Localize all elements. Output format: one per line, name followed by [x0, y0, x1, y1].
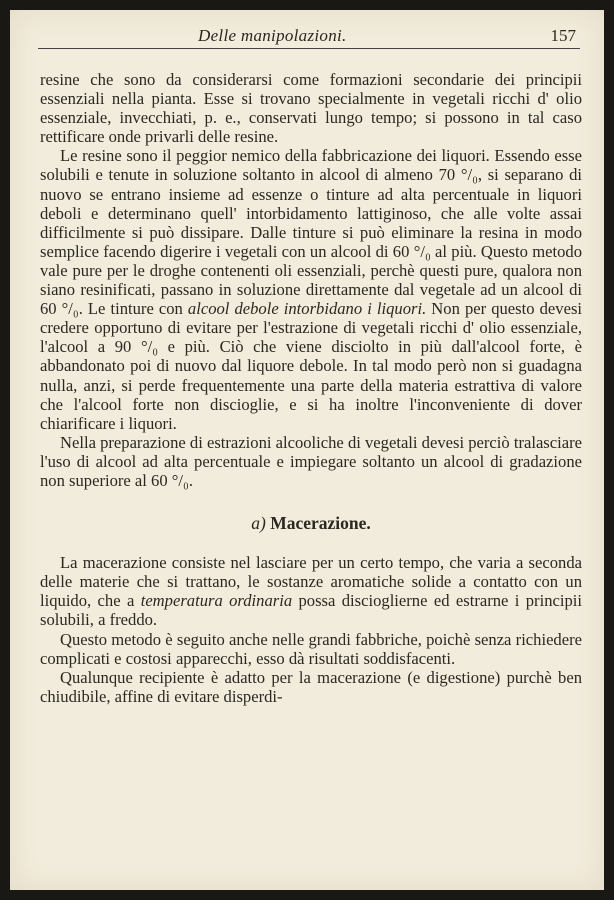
book-page [10, 10, 604, 890]
section-title: Macerazione. [270, 513, 371, 534]
paragraph-metodo: Questo metodo è seguito anche nelle grandi fabbriche, poichè senza richiedere complicati e costosi apparecchi, esso dà risultati soddisfacenti. [40, 629, 582, 668]
page-number: 157 [550, 26, 576, 45]
paragraph-preparazione: Nella preparazione di estrazioni alcooliche di vegetali devesi perciò tralasciare l'uso di alcool ad alta percentuale e impiegare soltanto un alcool di gradazione non superiore al 60 °/₀. [40, 432, 582, 490]
paragraph-macerazione-emphasis: temperatura ordinaria [140, 591, 293, 611]
paragraph-macerazione-text-a: La macerazione consiste nel lasciare per un certo tempo, che varia a seconda delle materie che si trattano, le sostanze aromatiche solide a contatto con un liquido, che a [40, 553, 582, 611]
paragraph-resine [40, 146, 582, 432]
paragraph-macerazione-text-b: possa discioglierne ed estrarne i principii solubili, a freddo. [40, 591, 582, 630]
paragraph-resine-text-b: Non per questo devesi credere opportuno di evitare per l'estrazione di vegetali ricchi d' olio essenziale, l'alcool a 90 °/₀ e più. Ciò che viene disciolto in più dall'alcool forte, è abbandonato poi di nuovo dal liquore debole. In tal modo però non si guadagna nulla, anzi, si perde frequentemente una parte della materia estrattiva di valore che l'alcool forte non discioglie, e si ha inoltre l'inconveniente di dover chiarificare i liquori. [40, 299, 583, 433]
section-letter: a) [251, 513, 266, 534]
paragraph-continuation: resine che sono da considerarsi come formazioni secondarie dei principii essenziali nella pianta. Esse si trovano specialmente in vegetali ricchi d' olio essenziale, invecchiati, p. e., conservati lungo tempo; si possono in tal caso rettificare onde privarli delle resine. [40, 70, 582, 147]
page-body [40, 70, 582, 706]
section-heading [40, 514, 582, 533]
running-title: Delle manipolazioni. [198, 26, 347, 45]
paragraph-recipiente: Qualunque recipiente è adatto per la macerazione (e digestione) purchè ben chiudibile, affine di evitare disperdi- [40, 667, 582, 706]
page-header [38, 24, 580, 49]
paragraph-macerazione [40, 553, 582, 629]
paragraph-resine-text-a: Le resine sono il peggior nemico della fabbricazione dei liquori. Essendo esse solubili e tenute in soluzione soltanto in alcool di almeno 70 °/₀, si separano di nuovo se entrano insieme ad essenze o tinture ad alta percentuale in liquori deboli e determinano quell' intorbidamento lattiginoso, che alle volte assai difficilmente si può dissipare. Dalle tinture si può eliminare la resina in modo semplice facendo digerire i vegetali con un alcool di 60 °/₀ al più. Questo metodo vale pure per le droghe contenenti oli essenziali, perchè questi pure, qualora non siano resinificati, passano in soluzione direttamente dal vegetale ad un alcool di 60 °/₀. Le tinture con [40, 146, 582, 319]
paragraph-resine-emphasis: alcool debole intorbidano i liquori. [187, 299, 427, 319]
